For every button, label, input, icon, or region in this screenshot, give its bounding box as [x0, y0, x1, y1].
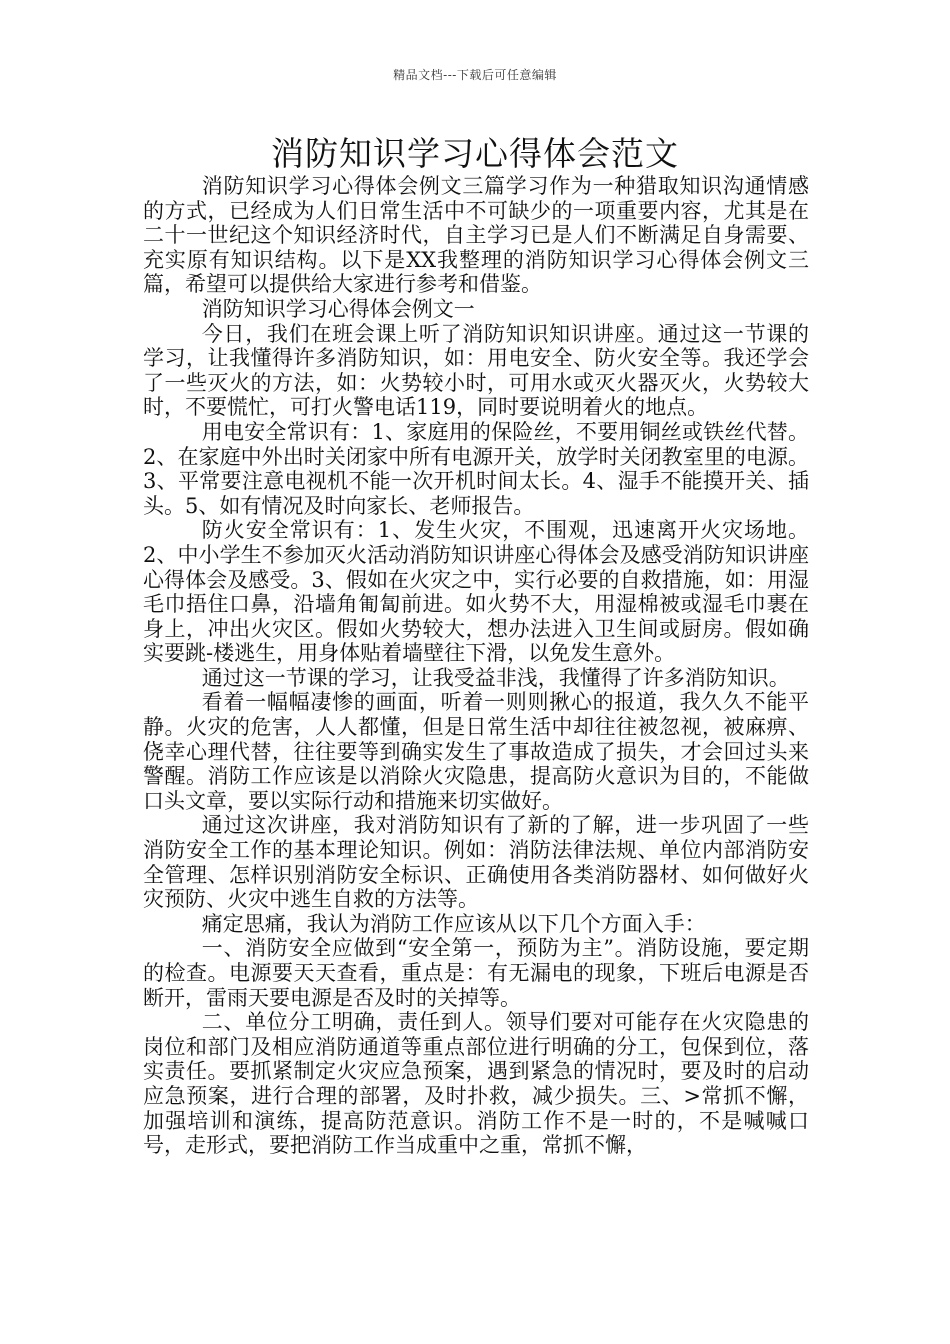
paragraph: 一、消防安全应做到“安全第一，预防为主”。消防设施，要定期的检查。电源要天天查看，重点是：有无漏电的现象，下班后电源是否断开，雷雨天要电源是否及时的关掉等。: [143, 936, 809, 1010]
document-body: [143, 174, 809, 1158]
header-note: 精品文档---下载后可任意编辑: [393, 68, 557, 82]
paragraph: 二、单位分工明确，责任到人。领导们要对可能存在火灾隐患的岗位和部门及相应消防通道等重点部位进行明确的分工，包保到位，落实责任。要抓紧制定火灾应急预案，遇到紧急的情况时，要及时的启动应急预案，进行合理的部署，及时扑救，减少损失。三、>常抓不懈，加强培训和演练，提高防范意识。消防工作不是一时的，不是喊喊口号，走形式，要把消防工作当成重中之重，常抓不懈，: [143, 1010, 809, 1158]
paragraph: 防火安全常识有：1、发生火灾，不围观，迅速离开火灾场地。2、中小学生不参加灭火活动消防知识讲座心得体会及感受消防知识讲座心得体会及感受。3、假如在火灾之中，实行必要的自救措施，如：用湿毛巾捂住口鼻，沿墙角匍匐前进。如火势不大，用湿棉被或湿毛巾裹在身上，冲出火灾区。假如火势较大，想办法进入卫生间或厨房。假如确实要跳-楼逃生，用身体贴着墙壁往下滑，以免发生意外。: [143, 518, 809, 666]
document-title: 消防知识学习心得体会范文: [271, 134, 679, 173]
section-heading: 消防知识学习心得体会例文一: [201, 296, 475, 321]
paragraph: 痛定思痛，我认为消防工作应该从以下几个方面入手：: [201, 911, 706, 936]
paragraph: 通过这次讲座，我对消防知识有了新的了解，进一步巩固了一些消防安全工作的基本理论知识。例如：消防法律法规、单位内部消防安全管理、怎样识别消防安全标识、正确使用各类消防器材、如何做好火灾预防、火灾中逃生自救的方法等。: [143, 813, 809, 912]
paragraph-intro: 消防知识学习心得体会例文三篇学习作为一种猎取知识沟通情感的方式，已经成为人们日常生活中不可缺少的一项重要内容，尤其是在二十一世纪这个知识经济时代，自主学习已是人们不断满足自身需要、充实原有知识结构。以下是XX我整理的消防知识学习心得体会例文三篇，希望可以提供给大家进行参考和借鉴。: [143, 174, 809, 297]
paragraph: 今日，我们在班会课上听了消防知识知识讲座。通过这一节课的学习，让我懂得许多消防知识，如：用电安全、防火安全等。我还学会了一些灭火的方法，如：火势较小时，可用水或灭火器灭火，火势较大时，不要慌忙，可打火警电话119，同时要说明着火的地点。: [143, 321, 809, 420]
paragraph: 通过这一节课的学习，让我受益非浅，我懂得了许多消防知识。: [201, 665, 790, 690]
paragraph: 用电安全常识有：1、家庭用的保险丝，不要用铜丝或铁丝代替。2、在家庭中外出时关闭家中所有电源开关，放学时关闭教室里的电源。3、平常要注意电视机不能一次开机时间太长。4、湿手不能摸开关、插头。5、如有情况及时向家长、老师报告。: [143, 419, 809, 518]
paragraph: 看着一幅幅凄惨的画面，听着一则则揪心的报道，我久久不能平静。火灾的危害，人人都懂，但是日常生活中却往往被忽视，被麻痹、侥幸心理代替，往往要等到确实发生了事故造成了损失，才会回过头来警醒。消防工作应该是以消除火灾隐患，提高防火意识为目的，不能做口头文章，要以实际行动和措施来切实做好。: [143, 690, 809, 813]
